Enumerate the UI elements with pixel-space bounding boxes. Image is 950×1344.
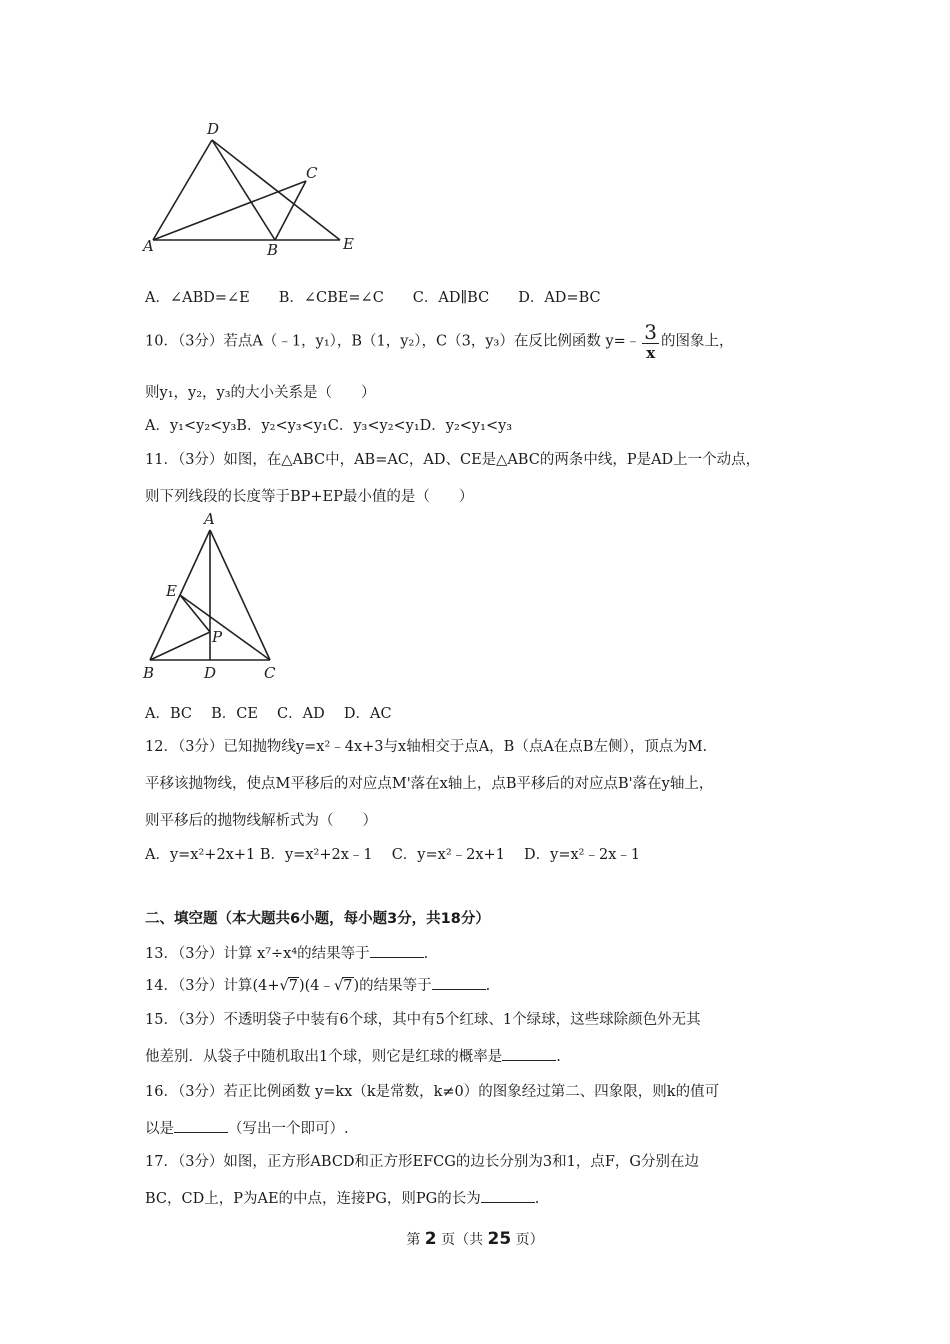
label-e: E xyxy=(166,582,177,600)
q15-text: 他差别．从袋子中随机取出1个球，则它是红球的概率是 xyxy=(145,1049,503,1065)
q10-fraction-denominator: x xyxy=(646,344,656,362)
q16-answer-blank[interactable] xyxy=(174,1120,228,1133)
q14-sqrt-b: 7 xyxy=(343,978,353,994)
footer-prefix: 第 xyxy=(406,1232,425,1248)
q11-options: A．BC B．CE C．AD D．AC xyxy=(145,706,392,722)
q10-fraction-numerator: 3 xyxy=(644,320,658,344)
label-d: D xyxy=(204,664,217,682)
q14-sqrt-a: 7 xyxy=(288,978,298,994)
q14: 14．（3分）计算(4+√7)(4﹣√7)的结果等于 . xyxy=(145,978,491,994)
q17-line2 xyxy=(145,1187,539,1208)
q11-line2: 则下列线段的长度等于BP+EP最小值的是（ ） xyxy=(145,489,474,505)
footer-suffix: 页） xyxy=(511,1232,544,1248)
label-a: A xyxy=(143,237,154,255)
q17-period: . xyxy=(534,1191,540,1207)
q12-line1: 12．（3分）已知抛物线y=x²﹣4x+3与x轴相交于点A，B（点A在点B左侧），顶点为M. xyxy=(145,739,708,755)
label-p: P xyxy=(212,628,223,646)
q16-line2 xyxy=(145,1117,349,1138)
q15-period: . xyxy=(556,1049,561,1065)
q13-period: . xyxy=(423,946,429,962)
q17-line1: 17．（3分）如图，正方形ABCD和正方形EFCG的边长分别为3和1，点F，G分别在边 xyxy=(145,1154,699,1170)
triangle-diagram-q9 xyxy=(140,118,370,260)
q10-text-pre: 10．（3分）若点A（﹣1，y₁），B（1，y₂），C（3，y₃）在反比例函数 y=﹣ xyxy=(145,333,641,350)
label-a: A xyxy=(204,510,215,528)
figure-q9 xyxy=(140,118,370,260)
q12-line2: 平移该抛物线，使点M平移后的对应点M'落在x轴上，点B平移后的对应点B'落在y轴上， xyxy=(145,776,714,792)
figure-q11 xyxy=(140,508,285,684)
q12-line3: 则平移后的抛物线解析式为（ ） xyxy=(145,813,377,829)
q13 xyxy=(145,942,428,963)
q16-text: 以是 xyxy=(145,1121,174,1137)
q15-line2 xyxy=(145,1045,561,1066)
label-b: B xyxy=(267,241,279,259)
q13-text: 13．（3分）计算 x⁷÷x⁴的结果等于 xyxy=(145,946,370,962)
q15-line1: 15．（3分）不透明袋子中装有6个球，其中有5个红球、1个绿球，这些球除颜色外无其 xyxy=(145,1012,701,1028)
q11-line1: 11．（3分）如图，在△ABC中，AB=AC，AD、CE是△ABC的两条中线，P是AD上一个动点， xyxy=(145,452,761,468)
label-b: B xyxy=(143,664,155,682)
q17-text: BC，CD上，P为AE的中点，连接PG，则PG的长为 xyxy=(145,1191,481,1207)
q16-text-post: （写出一个即可）. xyxy=(228,1121,349,1137)
q17-answer-blank[interactable] xyxy=(481,1190,535,1203)
q9-options: A．∠ABD=∠E B．∠CBE=∠C C．AD∥BC D．AD=BC xyxy=(145,290,601,306)
q14-expr-a: (4+ xyxy=(252,978,280,994)
q14-text-post: 的结果等于 xyxy=(359,978,432,994)
q14-expr-c: ) xyxy=(353,978,360,994)
q10-line1 xyxy=(145,322,734,361)
page-footer xyxy=(0,1229,950,1249)
q14-expr-b: )(4﹣ xyxy=(298,978,335,994)
label-c: C xyxy=(306,164,318,182)
q14-period: . xyxy=(485,978,491,994)
q10-line2: 则y₁，y₂，y₃的大小关系是（ ） xyxy=(145,385,376,401)
label-d: D xyxy=(207,120,220,138)
q13-answer-blank[interactable] xyxy=(370,945,424,958)
label-e: E xyxy=(343,235,354,253)
footer-page-number: 2 xyxy=(424,1229,437,1249)
footer-middle: 页（共 xyxy=(436,1232,488,1248)
q15-answer-blank[interactable] xyxy=(502,1048,556,1061)
triangle-diagram-q11 xyxy=(140,508,285,684)
q14-text: 14．（3分）计算 xyxy=(145,978,253,994)
q14-answer-blank[interactable] xyxy=(432,977,486,990)
q16-line1: 16．（3分）若正比例函数 y=kx（k是常数，k≠0）的图象经过第二、四象限，则k的值可 xyxy=(145,1084,720,1100)
label-c: C xyxy=(264,664,276,682)
q10-options: A．y₁<y₂<y₃B．y₂<y₃<y₁C．y₃<y₂<y₁D．y₂<y₁<y₃ xyxy=(145,418,513,434)
q10-fraction xyxy=(642,322,659,361)
section-2-heading: 二、填空题（本大题共6小题，每小题3分，共18分） xyxy=(145,911,490,927)
q12-options: A．y=x²+2x+1 B．y=x²+2x﹣1 C．y=x²﹣2x+1 D．y=x²﹣2x﹣1 xyxy=(145,847,641,863)
q10-text-post: 的图象上， xyxy=(661,333,734,350)
footer-total-pages: 25 xyxy=(487,1229,512,1249)
